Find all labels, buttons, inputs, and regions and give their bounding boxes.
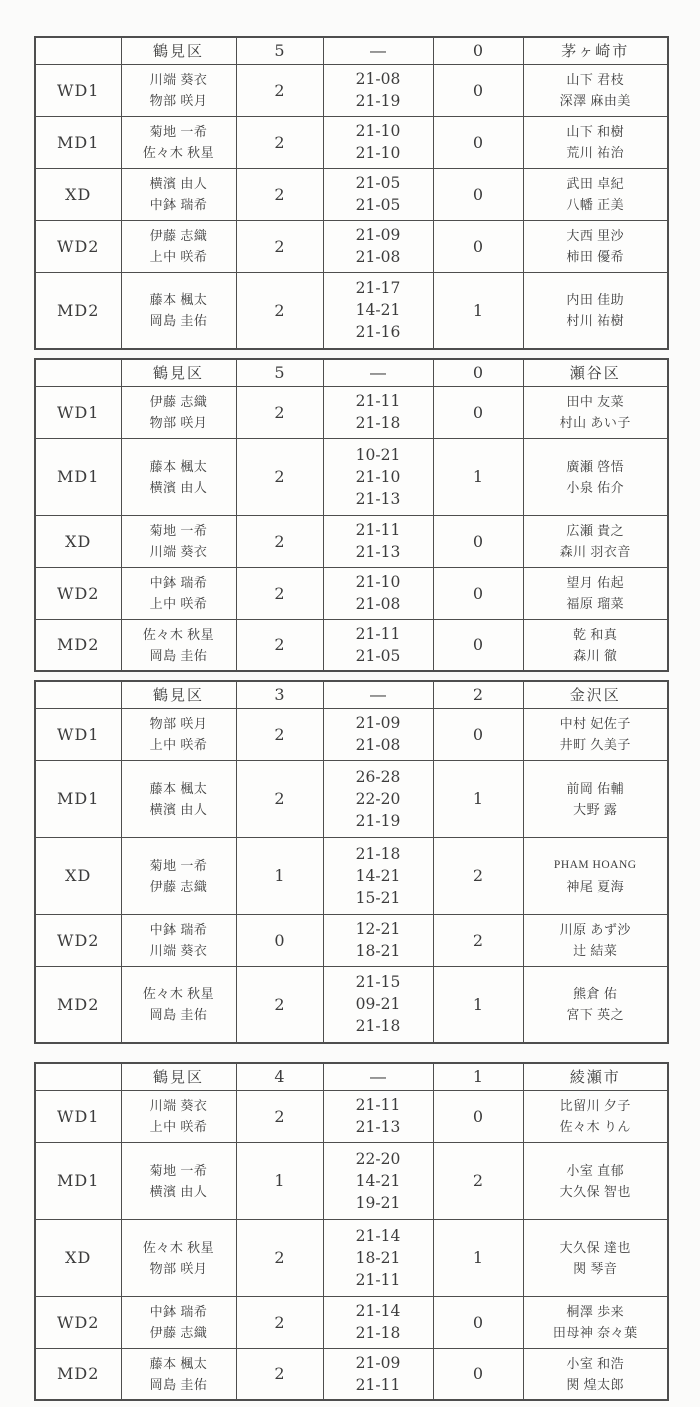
left-players-line: 中鉢 瑞希 — [149, 922, 208, 937]
event-label: MD2 — [35, 619, 121, 671]
game-scores — [323, 966, 433, 1043]
right-players-line: 宮下 英之 — [566, 1007, 625, 1023]
right-games-won: 0 — [433, 515, 523, 567]
right-team-score: 0 — [433, 359, 523, 386]
event-label: XD — [35, 1219, 121, 1296]
left-players-line: 上中 咲希 — [149, 737, 208, 752]
right-players — [523, 515, 668, 567]
match-table-3 — [34, 680, 669, 1044]
left-players-line: 岡島 圭佑 — [149, 1376, 208, 1392]
right-players-line: 比留川 夕子 — [559, 1098, 631, 1113]
score-separator: ― — [323, 359, 433, 386]
match-row-wd1 — [35, 64, 668, 116]
game-scores-line: 21-11 — [355, 1096, 401, 1114]
left-games-won: 2 — [236, 220, 323, 272]
match-row-wd2 — [35, 1296, 668, 1348]
game-scores-line: 21-08 — [355, 595, 401, 613]
game-scores-line: 18-21 — [355, 942, 401, 960]
left-players-line: 川端 葵衣 — [149, 1098, 208, 1113]
right-team-name: 茅ヶ崎市 — [523, 37, 668, 64]
left-players-line: 菊地 一希 — [149, 523, 208, 538]
match-row-md2 — [35, 966, 668, 1043]
event-label: WD2 — [35, 567, 121, 619]
left-players-line: 物部 咲月 — [149, 93, 208, 108]
right-players-line: 武田 卓紀 — [566, 176, 625, 191]
left-players — [121, 914, 236, 966]
left-players-line: 上中 咲希 — [149, 596, 208, 611]
right-players-line: 山下 君枝 — [566, 72, 625, 87]
event-label: WD1 — [35, 708, 121, 760]
left-players-line: 川端 葵衣 — [149, 72, 208, 87]
right-players — [523, 914, 668, 966]
right-players-line: 内田 佳助 — [566, 292, 625, 308]
right-players — [523, 386, 668, 438]
right-players-line: 乾 和真 — [573, 626, 618, 642]
right-players-line: 荒川 祐治 — [566, 145, 625, 160]
left-games-won: 2 — [236, 438, 323, 515]
game-scores — [323, 760, 433, 837]
event-label: WD1 — [35, 1090, 121, 1142]
right-team-score: 2 — [433, 681, 523, 708]
left-players-line: 物部 咲月 — [149, 716, 208, 731]
left-games-won: 1 — [236, 1142, 323, 1219]
left-players — [121, 619, 236, 671]
left-players-line: 上中 咲希 — [149, 1119, 208, 1134]
left-games-won: 2 — [236, 1348, 323, 1400]
right-players-line: 大西 里沙 — [566, 228, 625, 243]
right-games-won: 1 — [433, 438, 523, 515]
right-players — [523, 438, 668, 515]
left-players — [121, 1090, 236, 1142]
left-players — [121, 708, 236, 760]
event-label: WD1 — [35, 386, 121, 438]
right-players — [523, 966, 668, 1043]
match-table-2 — [34, 358, 669, 672]
right-players-line: 望月 佑起 — [566, 575, 625, 590]
match-row-md1 — [35, 116, 668, 168]
match-row-md1 — [35, 438, 668, 515]
game-scores — [323, 438, 433, 515]
right-games-won: 2 — [433, 914, 523, 966]
left-games-won: 2 — [236, 64, 323, 116]
left-team-name: 鶴見区 — [121, 359, 236, 386]
right-games-won: 1 — [433, 272, 523, 349]
right-games-won: 0 — [433, 64, 523, 116]
event-label: MD1 — [35, 760, 121, 837]
right-players-line: 中村 妃佐子 — [559, 716, 631, 731]
left-players — [121, 438, 236, 515]
left-players — [121, 386, 236, 438]
left-players-line: 岡島 圭佑 — [149, 647, 208, 663]
match-row-xd — [35, 168, 668, 220]
right-players-line: 森川 徹 — [573, 647, 618, 663]
match-row-wd1 — [35, 708, 668, 760]
left-players — [121, 966, 236, 1043]
game-scores-line: 21-13 — [355, 489, 401, 508]
game-scores-line: 21-08 — [355, 70, 401, 88]
left-players-line: 中鉢 瑞希 — [149, 575, 208, 590]
left-players-line: 佐々木 秋星 — [142, 145, 215, 160]
right-players-line: 関 琴音 — [573, 1260, 618, 1276]
right-players-line: 小室 直郁 — [566, 1162, 625, 1178]
event-label: WD2 — [35, 1296, 121, 1348]
left-games-won: 2 — [236, 567, 323, 619]
match-row-md1 — [35, 1142, 668, 1219]
game-scores — [323, 914, 433, 966]
left-players-line: 菊地 一希 — [149, 857, 208, 873]
game-scores-line: 21-14 — [355, 1226, 401, 1245]
left-games-won: 2 — [236, 1090, 323, 1142]
game-scores-line: 21-18 — [355, 1324, 401, 1342]
game-scores-line: 21-17 — [355, 279, 401, 298]
left-team-score: 3 — [236, 681, 323, 708]
left-games-won: 1 — [236, 837, 323, 914]
left-players-line: 横濱 由人 — [149, 1183, 208, 1199]
game-scores-line: 21-09 — [355, 714, 401, 732]
event-label: MD2 — [35, 272, 121, 349]
right-games-won: 1 — [433, 1219, 523, 1296]
match-table-4 — [34, 1062, 669, 1401]
match-header-row — [35, 37, 668, 64]
left-players — [121, 272, 236, 349]
event-header-empty — [35, 359, 121, 386]
left-players-line: 物部 咲月 — [149, 1260, 208, 1276]
left-players — [121, 116, 236, 168]
game-scores-line: 09-21 — [355, 995, 401, 1014]
game-scores-line: 21-11 — [355, 1270, 401, 1289]
match-row-wd2 — [35, 220, 668, 272]
left-team-name: 鶴見区 — [121, 681, 236, 708]
match-row-xd — [35, 515, 668, 567]
game-scores — [323, 1348, 433, 1400]
left-games-won: 2 — [236, 966, 323, 1043]
left-team-name: 鶴見区 — [121, 1063, 236, 1090]
game-scores-line: 21-11 — [355, 521, 401, 539]
left-games-won: 0 — [236, 914, 323, 966]
left-players-line: 菊地 一希 — [149, 1162, 208, 1178]
game-scores-line: 14-21 — [355, 866, 401, 885]
right-players-line: 大久保 達也 — [559, 1239, 631, 1255]
game-scores-line: 21-19 — [355, 811, 401, 830]
right-players — [523, 1296, 668, 1348]
right-games-won: 1 — [433, 966, 523, 1043]
score-separator: ― — [323, 681, 433, 708]
right-players-line: 村川 祐樹 — [566, 313, 625, 329]
match-row-xd — [35, 837, 668, 914]
game-scores-line: 21-09 — [355, 226, 401, 244]
event-label: XD — [35, 515, 121, 567]
right-games-won: 0 — [433, 1296, 523, 1348]
match-header-row — [35, 359, 668, 386]
right-players-line: 川原 あず沙 — [559, 922, 631, 937]
left-games-won: 2 — [236, 272, 323, 349]
game-scores — [323, 567, 433, 619]
game-scores — [323, 1090, 433, 1142]
event-label: WD2 — [35, 220, 121, 272]
game-scores-line: 21-13 — [355, 543, 401, 561]
event-header-empty — [35, 1063, 121, 1090]
game-scores — [323, 1296, 433, 1348]
right-players-line: 深澤 麻由美 — [559, 93, 631, 108]
game-scores — [323, 1219, 433, 1296]
game-scores-line: 21-05 — [355, 174, 401, 192]
game-scores-line: 21-13 — [355, 1118, 401, 1136]
right-players-line: 田中 友菜 — [566, 394, 625, 409]
right-players — [523, 116, 668, 168]
game-scores-line: 21-10 — [355, 122, 401, 140]
game-scores-line: 21-10 — [355, 467, 401, 486]
game-scores-line: 21-08 — [355, 736, 401, 754]
left-players — [121, 1348, 236, 1400]
left-players-line: 川端 葵衣 — [149, 544, 208, 559]
match-header-row — [35, 681, 668, 708]
event-label: WD2 — [35, 914, 121, 966]
game-scores-line: 21-18 — [355, 1017, 401, 1036]
game-scores — [323, 1142, 433, 1219]
left-players-line: 藤本 楓太 — [149, 1355, 208, 1371]
right-players — [523, 837, 668, 914]
left-players-line: 物部 咲月 — [149, 415, 208, 430]
right-team-name: 綾瀬市 — [523, 1063, 668, 1090]
match-row-md2 — [35, 272, 668, 349]
right-games-won: 0 — [433, 220, 523, 272]
left-players-line: 岡島 圭佑 — [149, 313, 208, 329]
match-row-wd1 — [35, 386, 668, 438]
right-players-line: PHAM HOANG — [553, 858, 637, 871]
game-scores — [323, 386, 433, 438]
game-scores-line: 15-21 — [355, 888, 401, 907]
game-scores-line: 21-14 — [355, 1302, 401, 1320]
right-players-line: 広瀬 貴之 — [566, 523, 625, 538]
event-label: WD1 — [35, 64, 121, 116]
left-games-won: 2 — [236, 515, 323, 567]
event-label: MD1 — [35, 438, 121, 515]
game-scores-line: 21-15 — [355, 973, 401, 992]
left-games-won: 2 — [236, 708, 323, 760]
right-games-won: 0 — [433, 116, 523, 168]
game-scores-line: 21-19 — [355, 92, 401, 110]
event-header-empty — [35, 681, 121, 708]
event-label: MD2 — [35, 966, 121, 1043]
left-players-line: 佐々木 秋星 — [142, 626, 215, 642]
game-scores — [323, 708, 433, 760]
right-players-line: 森川 羽衣音 — [559, 544, 631, 559]
left-players — [121, 1296, 236, 1348]
match-row-wd2 — [35, 567, 668, 619]
left-players-line: 横濱 由人 — [149, 176, 208, 191]
event-label: MD1 — [35, 1142, 121, 1219]
right-players — [523, 220, 668, 272]
game-scores-line: 21-10 — [355, 573, 401, 591]
left-players-line: 伊藤 志織 — [149, 228, 208, 243]
game-scores-line: 10-21 — [355, 445, 401, 464]
game-scores-line: 21-05 — [355, 196, 401, 214]
game-scores-line: 21-05 — [355, 646, 401, 665]
score-separator: ― — [323, 37, 433, 64]
right-games-won: 1 — [433, 760, 523, 837]
game-scores-line: 14-21 — [355, 301, 401, 320]
left-players-line: 中鉢 瑞希 — [149, 1304, 208, 1319]
left-games-won: 2 — [236, 116, 323, 168]
left-team-score: 4 — [236, 1063, 323, 1090]
game-scores — [323, 837, 433, 914]
match-row-wd1 — [35, 1090, 668, 1142]
left-players — [121, 1142, 236, 1219]
game-scores-line: 12-21 — [355, 920, 401, 938]
game-scores — [323, 168, 433, 220]
left-players-line: 中鉢 瑞希 — [149, 197, 208, 212]
game-scores-line: 21-11 — [355, 624, 401, 643]
right-players — [523, 1348, 668, 1400]
game-scores — [323, 619, 433, 671]
left-games-won: 2 — [236, 386, 323, 438]
left-team-score: 5 — [236, 37, 323, 64]
game-scores-line: 26-28 — [355, 767, 401, 786]
right-players — [523, 760, 668, 837]
match-table-1 — [34, 36, 669, 350]
left-players-line: 上中 咲希 — [149, 249, 208, 264]
right-players — [523, 272, 668, 349]
right-players-line: 前岡 佑輔 — [566, 780, 625, 796]
right-games-won: 0 — [433, 708, 523, 760]
event-label: MD2 — [35, 1348, 121, 1400]
right-players-line: 村山 あい子 — [559, 415, 631, 430]
left-players — [121, 220, 236, 272]
game-scores — [323, 220, 433, 272]
left-players-line: 佐々木 秋星 — [142, 1239, 215, 1255]
game-scores — [323, 64, 433, 116]
right-players-line: 桐澤 歩来 — [566, 1304, 625, 1319]
game-scores-line: 21-11 — [355, 1375, 401, 1394]
match-header-row — [35, 1063, 668, 1090]
right-players-line: 柿田 優希 — [566, 249, 625, 264]
event-label: MD1 — [35, 116, 121, 168]
match-row-md2 — [35, 1348, 668, 1400]
right-players-line: 熊倉 佑 — [573, 986, 618, 1002]
right-games-won: 0 — [433, 619, 523, 671]
right-players — [523, 1090, 668, 1142]
right-games-won: 0 — [433, 1090, 523, 1142]
right-players-line: 小泉 佑介 — [566, 479, 625, 495]
right-players — [523, 1142, 668, 1219]
right-players-line: 大野 露 — [573, 801, 618, 817]
match-row-xd — [35, 1219, 668, 1296]
right-players-line: 大久保 智也 — [559, 1183, 631, 1199]
right-players-line: 山下 和樹 — [566, 124, 625, 139]
right-games-won: 2 — [433, 1142, 523, 1219]
left-players — [121, 515, 236, 567]
left-games-won: 2 — [236, 1296, 323, 1348]
left-players-line: 横濱 由人 — [149, 801, 208, 817]
left-players-line: 佐々木 秋星 — [142, 986, 215, 1002]
right-team-name: 瀬谷区 — [523, 359, 668, 386]
right-players — [523, 64, 668, 116]
left-players-line: 藤本 楓太 — [149, 292, 208, 308]
game-scores — [323, 116, 433, 168]
left-players — [121, 567, 236, 619]
left-players-line: 藤本 楓太 — [149, 458, 208, 474]
right-players — [523, 619, 668, 671]
left-players-line: 横濱 由人 — [149, 479, 208, 495]
left-players — [121, 1219, 236, 1296]
left-players — [121, 837, 236, 914]
game-scores-line: 14-21 — [355, 1171, 401, 1190]
game-scores-line: 22-20 — [355, 789, 401, 808]
game-scores-line: 19-21 — [355, 1193, 401, 1212]
right-players — [523, 567, 668, 619]
left-players — [121, 168, 236, 220]
left-team-name: 鶴見区 — [121, 37, 236, 64]
left-players-line: 伊藤 志織 — [149, 878, 208, 894]
right-team-score: 0 — [433, 37, 523, 64]
right-team-name: 金沢区 — [523, 681, 668, 708]
right-players-line: 八幡 正美 — [566, 197, 625, 212]
right-players — [523, 1219, 668, 1296]
game-scores-line: 21-11 — [355, 392, 401, 410]
left-players-line: 伊藤 志織 — [149, 394, 208, 409]
left-players-line: 伊藤 志織 — [149, 1325, 208, 1340]
game-scores-line: 21-18 — [355, 414, 401, 432]
right-games-won: 0 — [433, 168, 523, 220]
game-scores-line: 21-16 — [355, 323, 401, 342]
left-games-won: 2 — [236, 760, 323, 837]
game-scores — [323, 272, 433, 349]
right-games-won: 0 — [433, 567, 523, 619]
game-scores-line: 21-09 — [355, 1353, 401, 1372]
left-games-won: 2 — [236, 619, 323, 671]
right-players-line: 田母神 奈々葉 — [552, 1325, 638, 1340]
right-team-score: 1 — [433, 1063, 523, 1090]
right-games-won: 2 — [433, 837, 523, 914]
left-players — [121, 760, 236, 837]
match-row-md1 — [35, 760, 668, 837]
right-players-line: 井町 久美子 — [559, 737, 631, 752]
left-players-line: 岡島 圭佑 — [149, 1007, 208, 1023]
left-games-won: 2 — [236, 1219, 323, 1296]
left-games-won: 2 — [236, 168, 323, 220]
right-players-line: 福原 瑠菜 — [566, 596, 625, 611]
left-team-score: 5 — [236, 359, 323, 386]
event-label: XD — [35, 837, 121, 914]
game-scores — [323, 515, 433, 567]
match-row-wd2 — [35, 914, 668, 966]
right-players-line: 佐々木 りん — [559, 1119, 631, 1134]
left-players — [121, 64, 236, 116]
left-players-line: 藤本 楓太 — [149, 780, 208, 796]
right-games-won: 0 — [433, 1348, 523, 1400]
right-games-won: 0 — [433, 386, 523, 438]
score-separator: ― — [323, 1063, 433, 1090]
right-players-line: 関 煌太郎 — [566, 1376, 625, 1392]
right-players — [523, 168, 668, 220]
match-row-md2 — [35, 619, 668, 671]
game-scores-line: 18-21 — [355, 1248, 401, 1267]
right-players — [523, 708, 668, 760]
event-label: XD — [35, 168, 121, 220]
left-players-line: 川端 葵衣 — [149, 943, 208, 958]
right-players-line: 神尾 夏海 — [566, 878, 625, 894]
game-scores-line: 21-08 — [355, 248, 401, 266]
event-header-empty — [35, 37, 121, 64]
game-scores-line: 21-18 — [355, 844, 401, 863]
game-scores-line: 21-10 — [355, 144, 401, 162]
right-players-line: 廣瀬 啓悟 — [566, 458, 625, 474]
right-players-line: 小室 和浩 — [566, 1355, 625, 1371]
left-players-line: 菊地 一希 — [149, 124, 208, 139]
game-scores-line: 22-20 — [355, 1149, 401, 1168]
right-players-line: 辻 結菜 — [573, 943, 618, 958]
